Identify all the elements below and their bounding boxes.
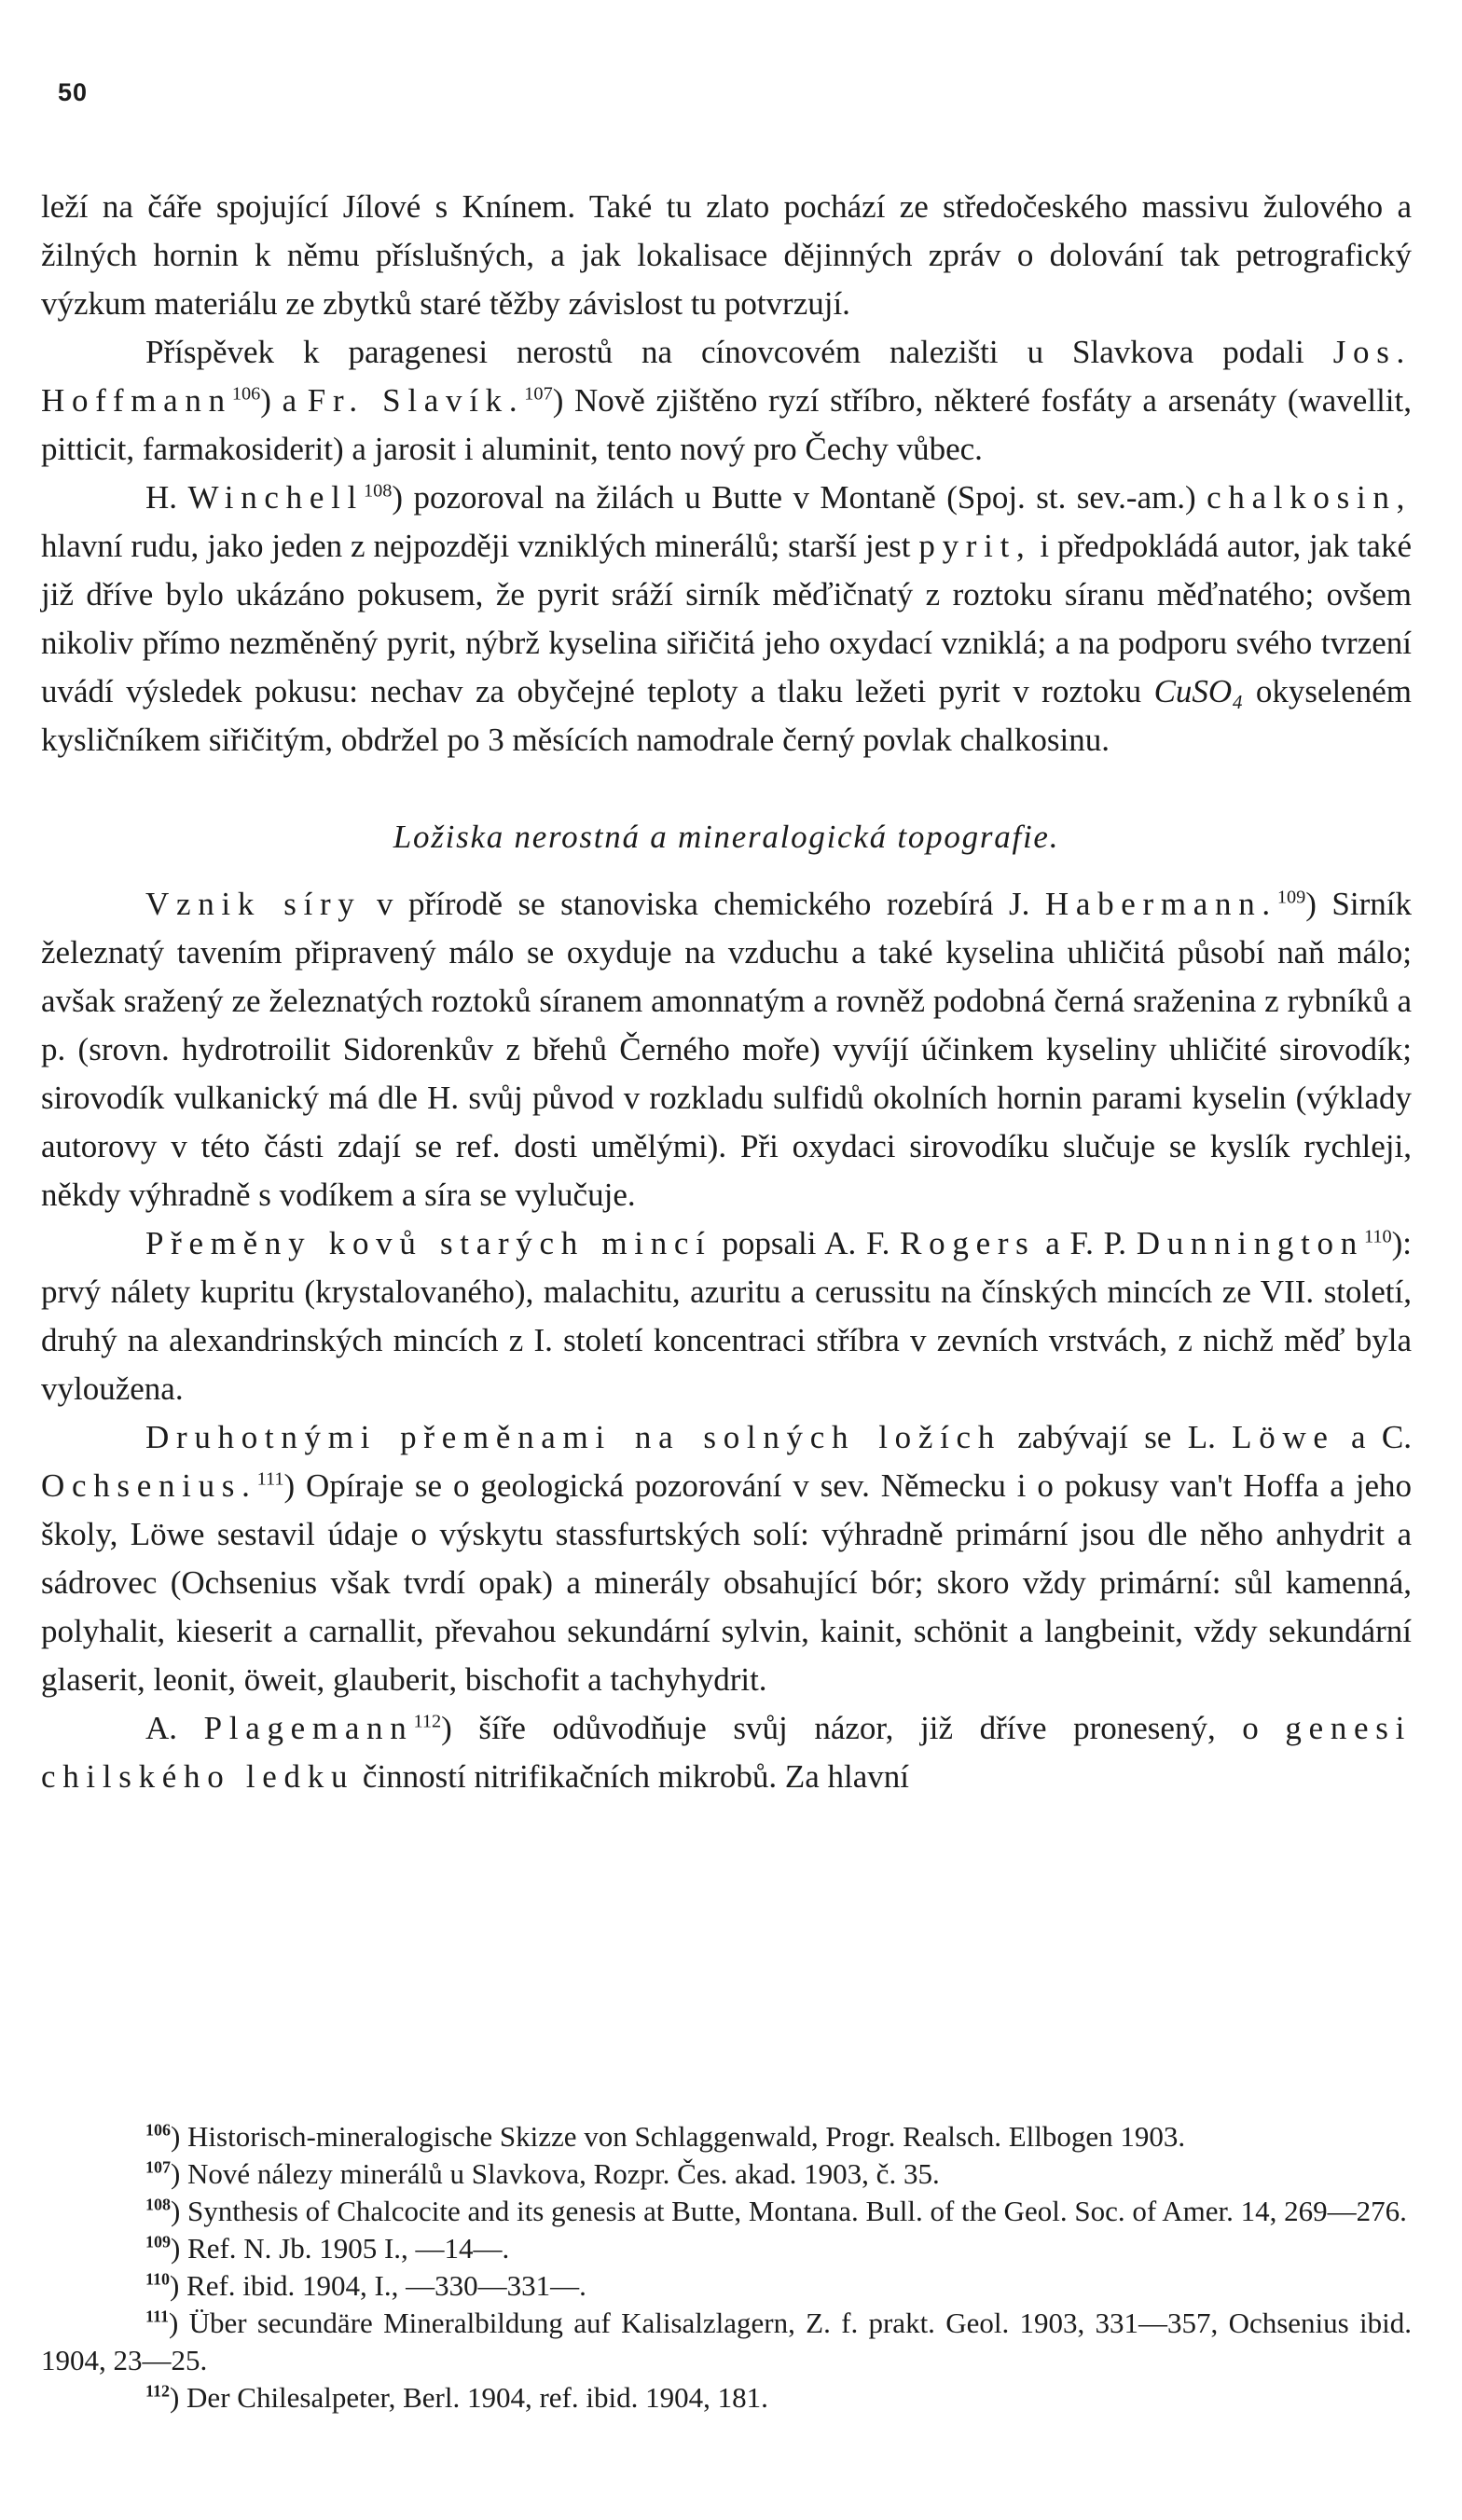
author-slavik: Fr. Slavík. <box>307 382 525 419</box>
section-heading: Ložiska nerostná a mineralogická topografie. <box>393 819 1060 855</box>
term-druhotne-premeny: Druhotnými přeměnami na solných ložích <box>145 1419 1001 1455</box>
author-lowe: Löwe <box>1232 1419 1335 1455</box>
p4-text-2: ) Sirník železnatý tavením připravený málo se oxyduje na vzduchu a také kyselina uhličitá působí naň málo; avšak sražený ze železnatých roztoků síranem amonnatým a rovněž podobná černá sraženina z rybníků a p. (srovn. hydrotroilit Sidorenkův z břehů Černého moře) vyvíjí účinkem kyseliny uhličité sirovodík; sirovodík vulkanický má dle H. svůj původ v rozkladu sulfidů okolních hornin parami kyselin (výklady autorovy v této části zdají se ref. dosti umělými). Při oxydaci sirovodíku slučuje se kyslík rychleji, někdy výhradně s vodíkem a síra se vylučuje. <box>41 886 1412 1213</box>
author-plagemann: Plagemann <box>203 1710 414 1746</box>
paragraph-6 <box>41 1413 1412 1704</box>
p5-text-2: a F. P. <box>1045 1225 1126 1261</box>
p5-text-1: popsali A. F. <box>722 1225 890 1261</box>
p2-text-1: Příspěvek k paragenesi nerostů na cínovcovém nalezišti u Slavkova podali <box>145 334 1304 370</box>
paragraph-5 <box>41 1219 1412 1413</box>
p3-text-2: hlavní rudu, jako jeden z nejpozději vzniklých minerálů; starší jest <box>41 528 911 564</box>
footnotes <box>41 2118 1412 2417</box>
p6-text-2: a C. <box>1351 1419 1412 1455</box>
footnote-text: ) Synthesis of Chalcocite and its genesis at Butte, Montana. Bull. of the Geol. Soc. of Amer. 14, 269—276. <box>170 2195 1407 2227</box>
p6-text-3: ) Opíraje se o geologická pozorování v sev. Německu i o pokusy van't Hoffa a jeho školy, Löwe sestavil údaje o výskytu stassfurtských solí: výhradně primární jsou dle něho anhydrit a sádrovec (Ochsenius však tvrdí opak) a minerály obsahující bór; skoro vždy primární: sůl kamenná, polyhalit, kieserit a carnallit, převahou sekundární sylvin, kainit, schönit a langbeinit, vždy sekundární glaserit, leonit, öweit, glauberit, bischofit a tachyhydrit. <box>41 1467 1412 1698</box>
footnote-text: ) Nové nálezy minerálů u Slavkova, Rozpr. Čes. akad. 1903, č. 35. <box>170 2157 940 2190</box>
footnote-106 <box>41 2118 1412 2155</box>
footnote-ref-112[interactable]: 112 <box>413 1711 442 1732</box>
footnote-mark: 106 <box>145 2120 171 2140</box>
footnote-mark: 107 <box>145 2157 171 2177</box>
footnote-text: ) Der Chilesalpeter, Berl. 1904, ref. ibid. 1904, 181. <box>169 2381 768 2414</box>
p3-text-3: i předpokládá autor, jak také již dříve bylo ukázáno pokusem, že pyrit sráží sirník měďičnatý z roztoku síranu měďnatého; ovšem nikoliv přímo nezměněný pyrit, nýbrž kyselina siřičitá jeho oxydací vzniklá; a na podporu svého tvrzení uvádí výsledek pokusu: nechav za obyčejné teploty a tlaku ležeti pyrit v roztoku <box>41 528 1413 709</box>
term-vznik-siry: Vznik síry <box>145 886 362 922</box>
p3-text-0: H. <box>145 479 178 516</box>
footnote-text: ) Ref. N. Jb. 1905 I., —14—. <box>170 2232 510 2265</box>
formula-cuso4: CuSO₄ <box>1153 673 1244 709</box>
author-habermann: Habermann. <box>1044 886 1277 922</box>
footnote-107 <box>41 2155 1412 2193</box>
footnote-ref-108[interactable]: 108 <box>363 480 393 502</box>
footnote-text: ) Über secundäre Mineralbildung auf Kalisalzlagern, Z. f. prakt. Geol. 1903, 331—357, Ochsenius ibid. 1904, 23—25. <box>41 2307 1412 2376</box>
paragraph-3 <box>41 474 1412 764</box>
paragraph-7 <box>41 1704 1412 1801</box>
paragraph-1 <box>41 183 1412 328</box>
p7-text-0: A. <box>145 1710 178 1746</box>
footnote-text: ) Ref. ibid. 1904, I., —330—331—. <box>169 2269 586 2302</box>
footnote-108 <box>41 2193 1412 2230</box>
body-text <box>41 183 1412 1801</box>
footnote-ref-107[interactable]: 107 <box>524 383 553 405</box>
p3-text-4: okyseleném kysličníkem siřičitým, obdržel po 3 měsících namodrale černý povlak chalkosinu. <box>41 673 1413 758</box>
page-number: 50 <box>58 78 89 106</box>
author-ochsenius: Ochsenius. <box>41 1467 257 1504</box>
term-chalkosin: chalkosin, <box>1207 479 1413 516</box>
author-winchell: Winchell <box>187 479 364 516</box>
p6-text-1: zabývají se L. <box>1017 1419 1216 1455</box>
footnote-mark: 109 <box>145 2232 171 2251</box>
footnote-ref-106[interactable]: 106 <box>231 383 261 405</box>
p4-text-1: v přírodě se stanoviska chemického rozebírá J. <box>376 886 1030 922</box>
p7-text-1: ) šíře odůvodňuje svůj názor, již dříve pronesený, o <box>441 1710 1259 1746</box>
paragraph-2 <box>41 328 1412 474</box>
footnote-text: ) Historisch-mineralogische Skizze von Schlaggenwald, Progr. Realsch. Ellbogen 1903. <box>170 2120 1186 2153</box>
author-hoffmann: Jos. Hoffmann <box>41 334 1412 419</box>
author-dunnington: Dunnington <box>1136 1225 1364 1261</box>
term-premeny-kovu: Přeměny kovů starých mincí <box>145 1225 712 1261</box>
p2-text-3: ) Nově zjištěno ryzí stříbro, některé fosfáty a arsenáty (wavellit, pitticit, farmakosiderit) a jarosit i aluminit, tento nový pro Čechy vůbec. <box>41 382 1412 467</box>
footnote-mark: 108 <box>145 2195 171 2214</box>
footnote-mark: 110 <box>145 2269 170 2289</box>
footnote-112 <box>41 2379 1412 2417</box>
p5-text-3: ): prvý nálety kupritu (krystalovaného), malachitu, azuritu a cerussitu na čínských mincích ze VII. století, druhý na alexandrinských mincích z I. století koncentraci stříbra v zevních vrstvách, z nichž měď byla vyloužena. <box>41 1225 1413 1407</box>
p7-text-2: činností nitrifikačních mikrobů. Za hlavní <box>362 1758 910 1795</box>
paragraph-4 <box>41 880 1412 1219</box>
footnote-ref-110[interactable]: 110 <box>1363 1226 1392 1247</box>
term-genese-ledku: genesi chilského ledku <box>41 1710 1413 1795</box>
p2-text-2: ) a <box>260 382 297 419</box>
footnote-mark: 112 <box>145 2381 170 2401</box>
footnote-ref-109[interactable]: 109 <box>1276 887 1306 908</box>
footnote-109 <box>41 2230 1412 2267</box>
footnote-110 <box>41 2267 1412 2305</box>
term-pyrit: pyrit, <box>918 528 1032 564</box>
footnote-mark: 111 <box>145 2307 169 2326</box>
p1-text: leží na čáře spojující Jílové s Knínem. Také tu zlato pochází ze středočeského massivu žulového a žilných hornin k němu příslušných, a jak lokalisace dějinných zpráv o dolování tak petrografický výzkum materiálu ze zbytků staré těžby závislost tu potvrzují. <box>41 188 1412 322</box>
p3-text-1: ) pozoroval na žilách u Butte v Montaně (Spoj. st. sev.-am.) <box>392 479 1196 516</box>
footnote-111 <box>41 2305 1412 2379</box>
footnote-ref-111[interactable]: 111 <box>256 1468 284 1490</box>
author-rogers: Rogers <box>900 1225 1036 1261</box>
